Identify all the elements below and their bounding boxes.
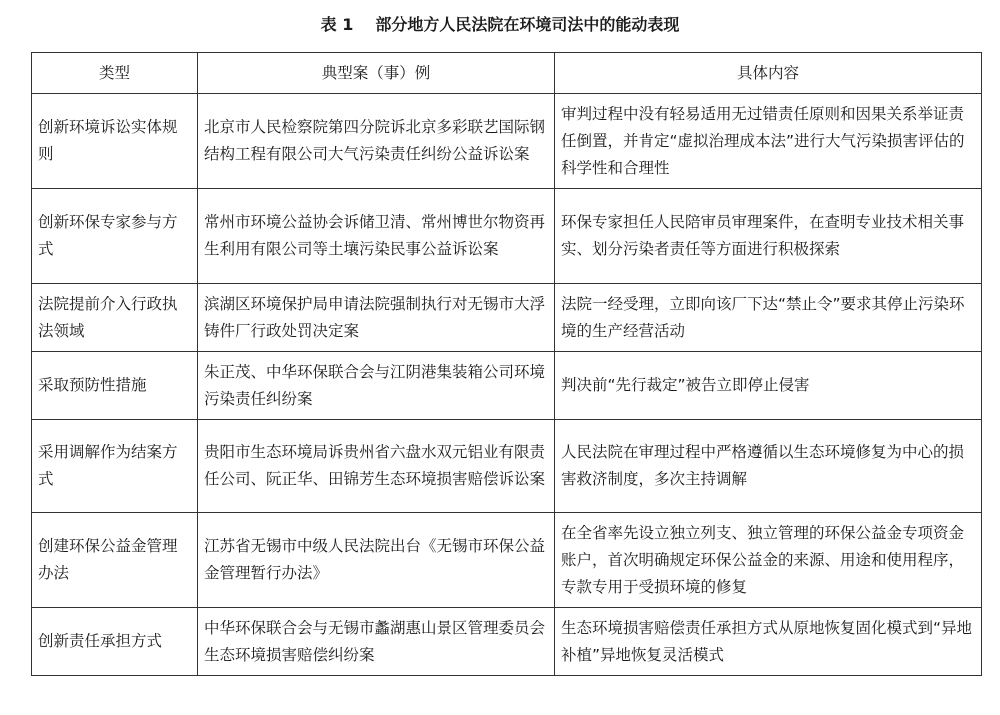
cell-case: 北京市人民检察院第四分院诉北京多彩联艺国际钢结构工程有限公司大气污染责任纠纷公益诉讼案 — [198, 94, 555, 189]
table-row — [32, 608, 982, 676]
cell-case: 贵阳市生态环境局诉贵州省六盘水双元铝业有限责任公司、阮正华、田锦芳生态环境损害赔偿诉讼案 — [198, 420, 555, 513]
cell-case: 朱正茂、中华环保联合会与江阴港集装箱公司环境污染责任纠纷案 — [198, 352, 555, 420]
table-row — [32, 189, 982, 284]
table-number: 表 1 — [320, 15, 354, 34]
table-row — [32, 284, 982, 352]
table-row — [32, 420, 982, 513]
cell-type: 创新环境诉讼实体规则 — [32, 94, 198, 189]
cell-content: 生态环境损害赔偿责任承担方式从原地恢复固化模式到“异地补植”异地恢复灵活模式 — [555, 608, 982, 676]
table-title: 部分地方人民法院在环境司法中的能动表现 — [375, 15, 680, 34]
cell-type: 采用调解作为结案方式 — [32, 420, 198, 513]
cell-content: 环保专家担任人民陪审员审理案件，在查明专业技术相关事实、划分污染者责任等方面进行积极探索 — [555, 189, 982, 284]
table-caption — [0, 10, 1000, 40]
table-row — [32, 352, 982, 420]
cases-table — [31, 52, 982, 676]
cell-content: 在全省率先设立独立列支、独立管理的环保公益金专项资金账户，首次明确规定环保公益金的来源、用途和使用程序，专款专用于受损环境的修复 — [555, 513, 982, 608]
cell-content: 审判过程中没有轻易适用无过错责任原则和因果关系举证责任倒置，并肯定“虚拟治理成本法”进行大气污染损害评估的科学性和合理性 — [555, 94, 982, 189]
cell-case: 江苏省无锡市中级人民法院出台《无锡市环保公益金管理暂行办法》 — [198, 513, 555, 608]
header-content: 具体内容 — [555, 53, 982, 94]
cell-type: 法院提前介入行政执法领域 — [32, 284, 198, 352]
header-type: 类型 — [32, 53, 198, 94]
header-case: 典型案（事）例 — [198, 53, 555, 94]
cell-type: 创新环保专家参与方式 — [32, 189, 198, 284]
cell-type: 创建环保公益金管理办法 — [32, 513, 198, 608]
cell-case: 滨湖区环境保护局申请法院强制执行对无锡市大浮铸件厂行政处罚决定案 — [198, 284, 555, 352]
cell-case: 常州市环境公益协会诉储卫清、常州博世尔物资再生利用有限公司等土壤污染民事公益诉讼案 — [198, 189, 555, 284]
table-header-row — [32, 53, 982, 94]
cell-type: 创新责任承担方式 — [32, 608, 198, 676]
cell-content: 人民法院在审理过程中严格遵循以生态环境修复为中心的损害救济制度，多次主持调解 — [555, 420, 982, 513]
cell-content: 判决前“先行裁定”被告立即停止侵害 — [555, 352, 982, 420]
cell-type: 采取预防性措施 — [32, 352, 198, 420]
table-row — [32, 94, 982, 189]
cell-case: 中华环保联合会与无锡市蠡湖惠山景区管理委员会生态环境损害赔偿纠纷案 — [198, 608, 555, 676]
table-row — [32, 513, 982, 608]
cell-content: 法院一经受理，立即向该厂下达“禁止令”要求其停止污染环境的生产经营活动 — [555, 284, 982, 352]
